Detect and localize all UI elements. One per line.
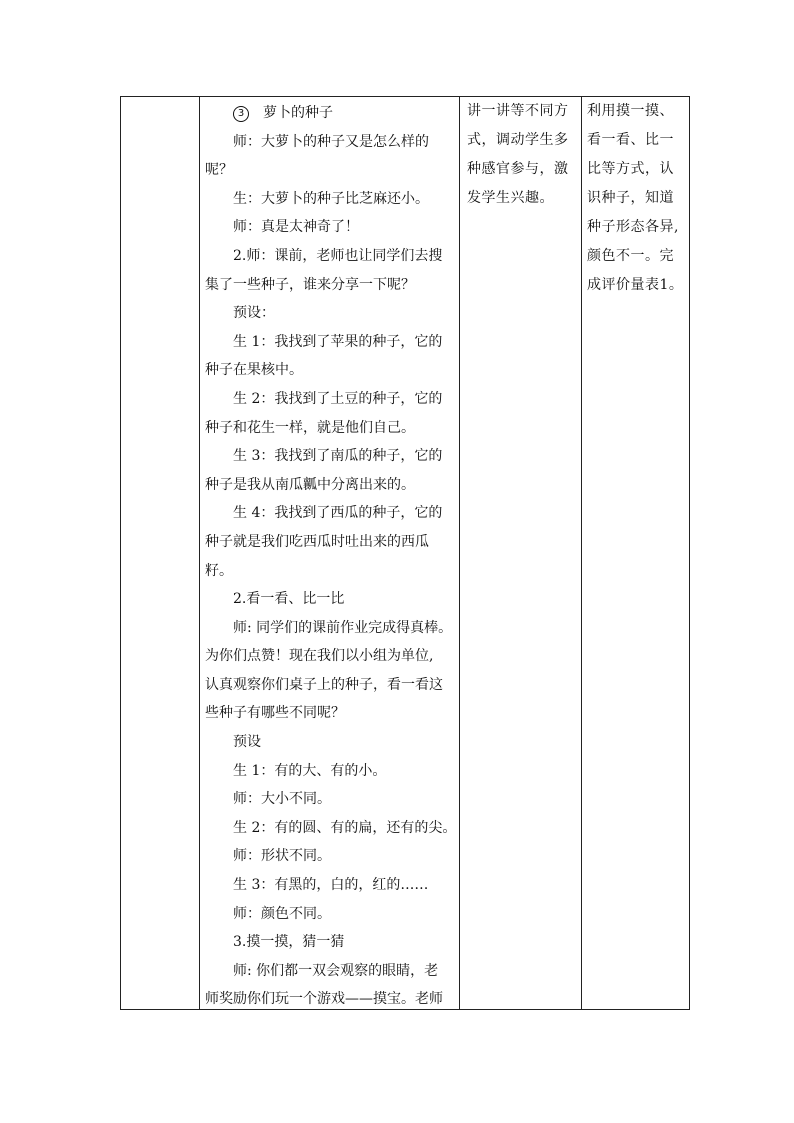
text-line: 师奖励你们玩一个游戏——摸宝。老师: [205, 991, 443, 1008]
text-line: 集了一些种子，谁来分享一下呢？: [205, 276, 415, 293]
text-line: 预设: [233, 734, 261, 751]
text-line: 种感官参与，激: [467, 161, 569, 177]
column-divider: [459, 97, 460, 1009]
text-line: 2.看一看、比一比: [233, 591, 345, 608]
text-line: 式，调动学生多: [467, 132, 569, 148]
text-line: 2.师：课前，老师也让同学们去搜: [233, 247, 443, 264]
text-line: 生 3：有黑的，白的，红的……: [233, 877, 429, 894]
text-line: 生 1：有的大、有的小。: [233, 762, 387, 779]
text-line: 师: 同学们的课前作业完成得真棒。: [233, 619, 453, 636]
text-line: 籽。: [205, 562, 233, 579]
text-line: 生 2：我找到了土豆的种子，它的: [233, 390, 443, 407]
text-line: 生 2：有的圆、有的扁，还有的尖。: [233, 819, 457, 836]
text-line: 看一看、比一: [587, 132, 674, 148]
text-line: 认真观察你们桌子上的种子，看一看这: [205, 676, 443, 693]
text-line: 利用摸一摸、: [587, 103, 674, 119]
section-heading: [205, 99, 459, 128]
text-line: 师：真是太神奇了！: [233, 219, 359, 236]
text-line: 呢？: [205, 162, 233, 179]
text-line: 种子就是我们吃西瓜时吐出来的西瓜: [205, 533, 429, 550]
text-line: 种子在果核中。: [205, 362, 303, 379]
teaching-process-cell: [199, 97, 459, 1014]
section-heading-text: 萝卜的种子: [263, 105, 333, 121]
circled-number: 3: [233, 106, 249, 122]
design-intent-cell: [459, 97, 581, 213]
text-line: 讲一讲等不同方: [467, 103, 569, 119]
text-line: 比等方式，认: [587, 161, 674, 177]
text-line: 识种子，知道: [587, 190, 674, 206]
text-line: 颜色不一。完: [587, 248, 674, 264]
text-line: 师: 你们都一双会观察的眼睛，老: [233, 962, 439, 979]
evaluation-cell: [581, 97, 691, 300]
text-line: 些种子有哪些不同呢？: [205, 705, 345, 722]
text-line: 种子形态各异,: [587, 219, 679, 235]
text-line: 生：大萝卜的种子比芝麻还小。: [233, 190, 429, 207]
text-line: 师：大萝卜的种子又是怎么样的: [233, 133, 429, 150]
text-line: 成评价量表1。: [587, 277, 684, 293]
text-line: 师：形状不同。: [233, 848, 331, 865]
text-line: 3.摸一摸，猜一猜: [233, 934, 345, 951]
text-line: 预设：: [233, 305, 275, 322]
text-line: 为你们点赞！现在我们以小组为单位,: [205, 648, 434, 665]
text-line: 种子和花生一样，就是他们自己。: [205, 419, 415, 436]
text-line: 发学生兴趣。: [467, 190, 554, 206]
text-line: 生 4：我找到了西瓜的种子，它的: [233, 505, 443, 522]
lesson-plan-table: [120, 96, 690, 1010]
text-line: 师：大小不同。: [233, 791, 331, 808]
text-line: 种子是我从南瓜瓤中分离出来的。: [205, 476, 415, 493]
text-line: 生 3：我找到了南瓜的种子，它的: [233, 448, 443, 465]
text-line: 生 1：我找到了苹果的种子，它的: [233, 333, 443, 350]
text-line: 师：颜色不同。: [233, 905, 331, 922]
